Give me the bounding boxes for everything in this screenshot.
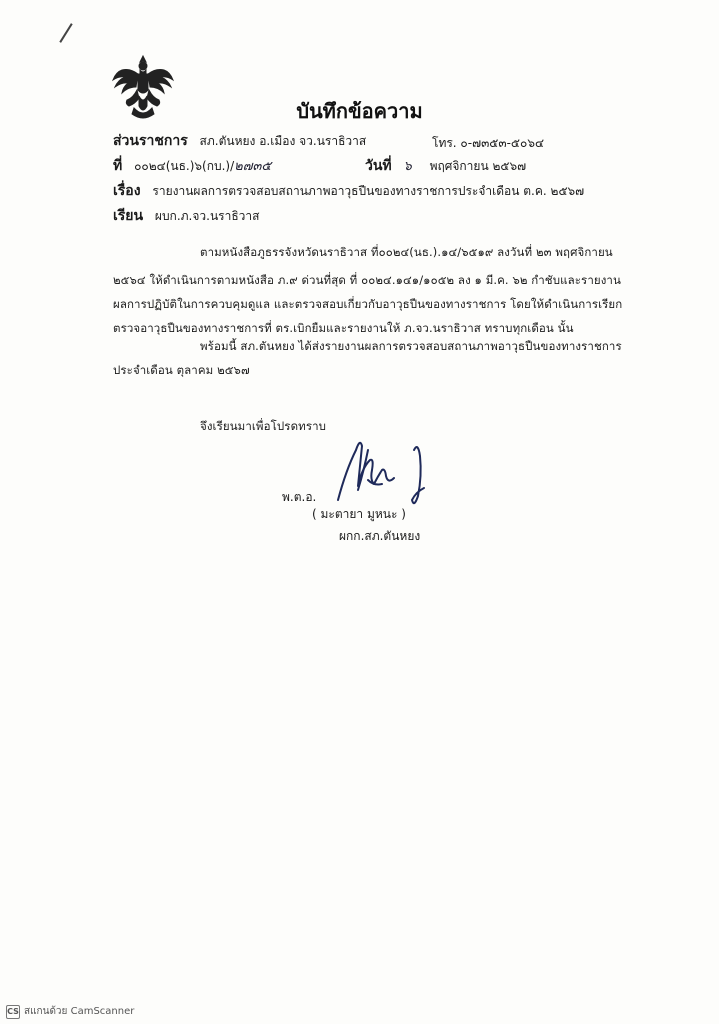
date-month-year: พฤศจิกายน ๒๕๖๗ (429, 159, 527, 173)
signer-position: ผกก.สภ.ตันหยง (339, 529, 421, 543)
recipient-row (113, 205, 259, 227)
subject-row (113, 180, 584, 202)
reference-handwritten: ๒๗๓๕ (234, 159, 272, 174)
camscanner-logo-icon: CS (6, 1005, 20, 1019)
subject-label: เรื่อง (113, 183, 141, 199)
body-line-3: ผลการปฏิบัติในการควบคุมดูแล และตรวจสอบเกี่ยวกับอาวุธปืนของทางราชการ โดยให้ดำเนินการเรียก (113, 297, 623, 311)
reference-label: ที่ (113, 158, 123, 174)
body-line-4: ตรวจอาวุธปืนของทางราชการที่ ตร.เบิกยืมและรายงานให้ ภ.จว.นราธิวาส ทราบทุกเดือน นั้น (113, 321, 574, 335)
signer-name: ( มะตายา มูหนะ ) (312, 507, 406, 521)
phone-number: โทร. ๐-๗๓๕๓-๕๐๖๔ (432, 136, 545, 150)
signer-rank: พ.ต.อ. (282, 490, 317, 504)
department-label: ส่วนราชการ (113, 133, 188, 149)
stray-pen-mark (59, 23, 72, 43)
body-line-1: ตามหนังสือภูธรรจังหวัดนราธิวาส ที่๐๐๒๔(นธ.).๑๔/๖๕๑๙ ลงวันที่ ๒๓ พฤศจิกายน (200, 245, 613, 259)
memo-title: บันทึกข้อความ (296, 99, 423, 123)
recipient-label: เรียน (113, 208, 144, 224)
date-day: ๖ (403, 159, 412, 174)
scanner-watermark (6, 1004, 134, 1019)
date-label: วันที่ (365, 158, 392, 174)
subject-value: รายงานผลการตรวจสอบสถานภาพอาวุธปืนของทางราชการประจำเดือน ต.ค. ๒๕๖๗ (152, 184, 585, 198)
body-line-2: ๒๕๖๔ ให้ดำเนินการตามหนังสือ ภ.๙ ด่วนที่สุด ที่ ๐๐๒๔.๑๔๑/๑๐๕๒ ลง ๑ มี.ค. ๖๒ กำชับและรายงาน (113, 273, 621, 287)
body-line-5: พร้อมนี้ สภ.ตันหยง ได้ส่งรายงานผลการตรวจสอบสถานภาพอาวุธปืนของทางราชการ (200, 339, 622, 353)
body-line-6: ประจำเดือน ตุลาคม ๒๕๖๗ (113, 363, 250, 377)
scanner-watermark-text: สแกนด้วย CamScanner (24, 1006, 135, 1017)
recipient-value: ผบก.ภ.จว.นราธิวาส (154, 209, 260, 223)
closing-text: จึงเรียนมาเพื่อโปรดทราบ (200, 419, 327, 433)
department-value: สภ.ตันหยง อ.เมือง จว.นราธิวาส (199, 134, 367, 148)
date-row (365, 155, 526, 177)
department-row (113, 130, 366, 152)
reference-row (113, 155, 271, 177)
reference-value: ๐๐๒๔(นธ.)๖(กบ.)/ (134, 159, 235, 173)
